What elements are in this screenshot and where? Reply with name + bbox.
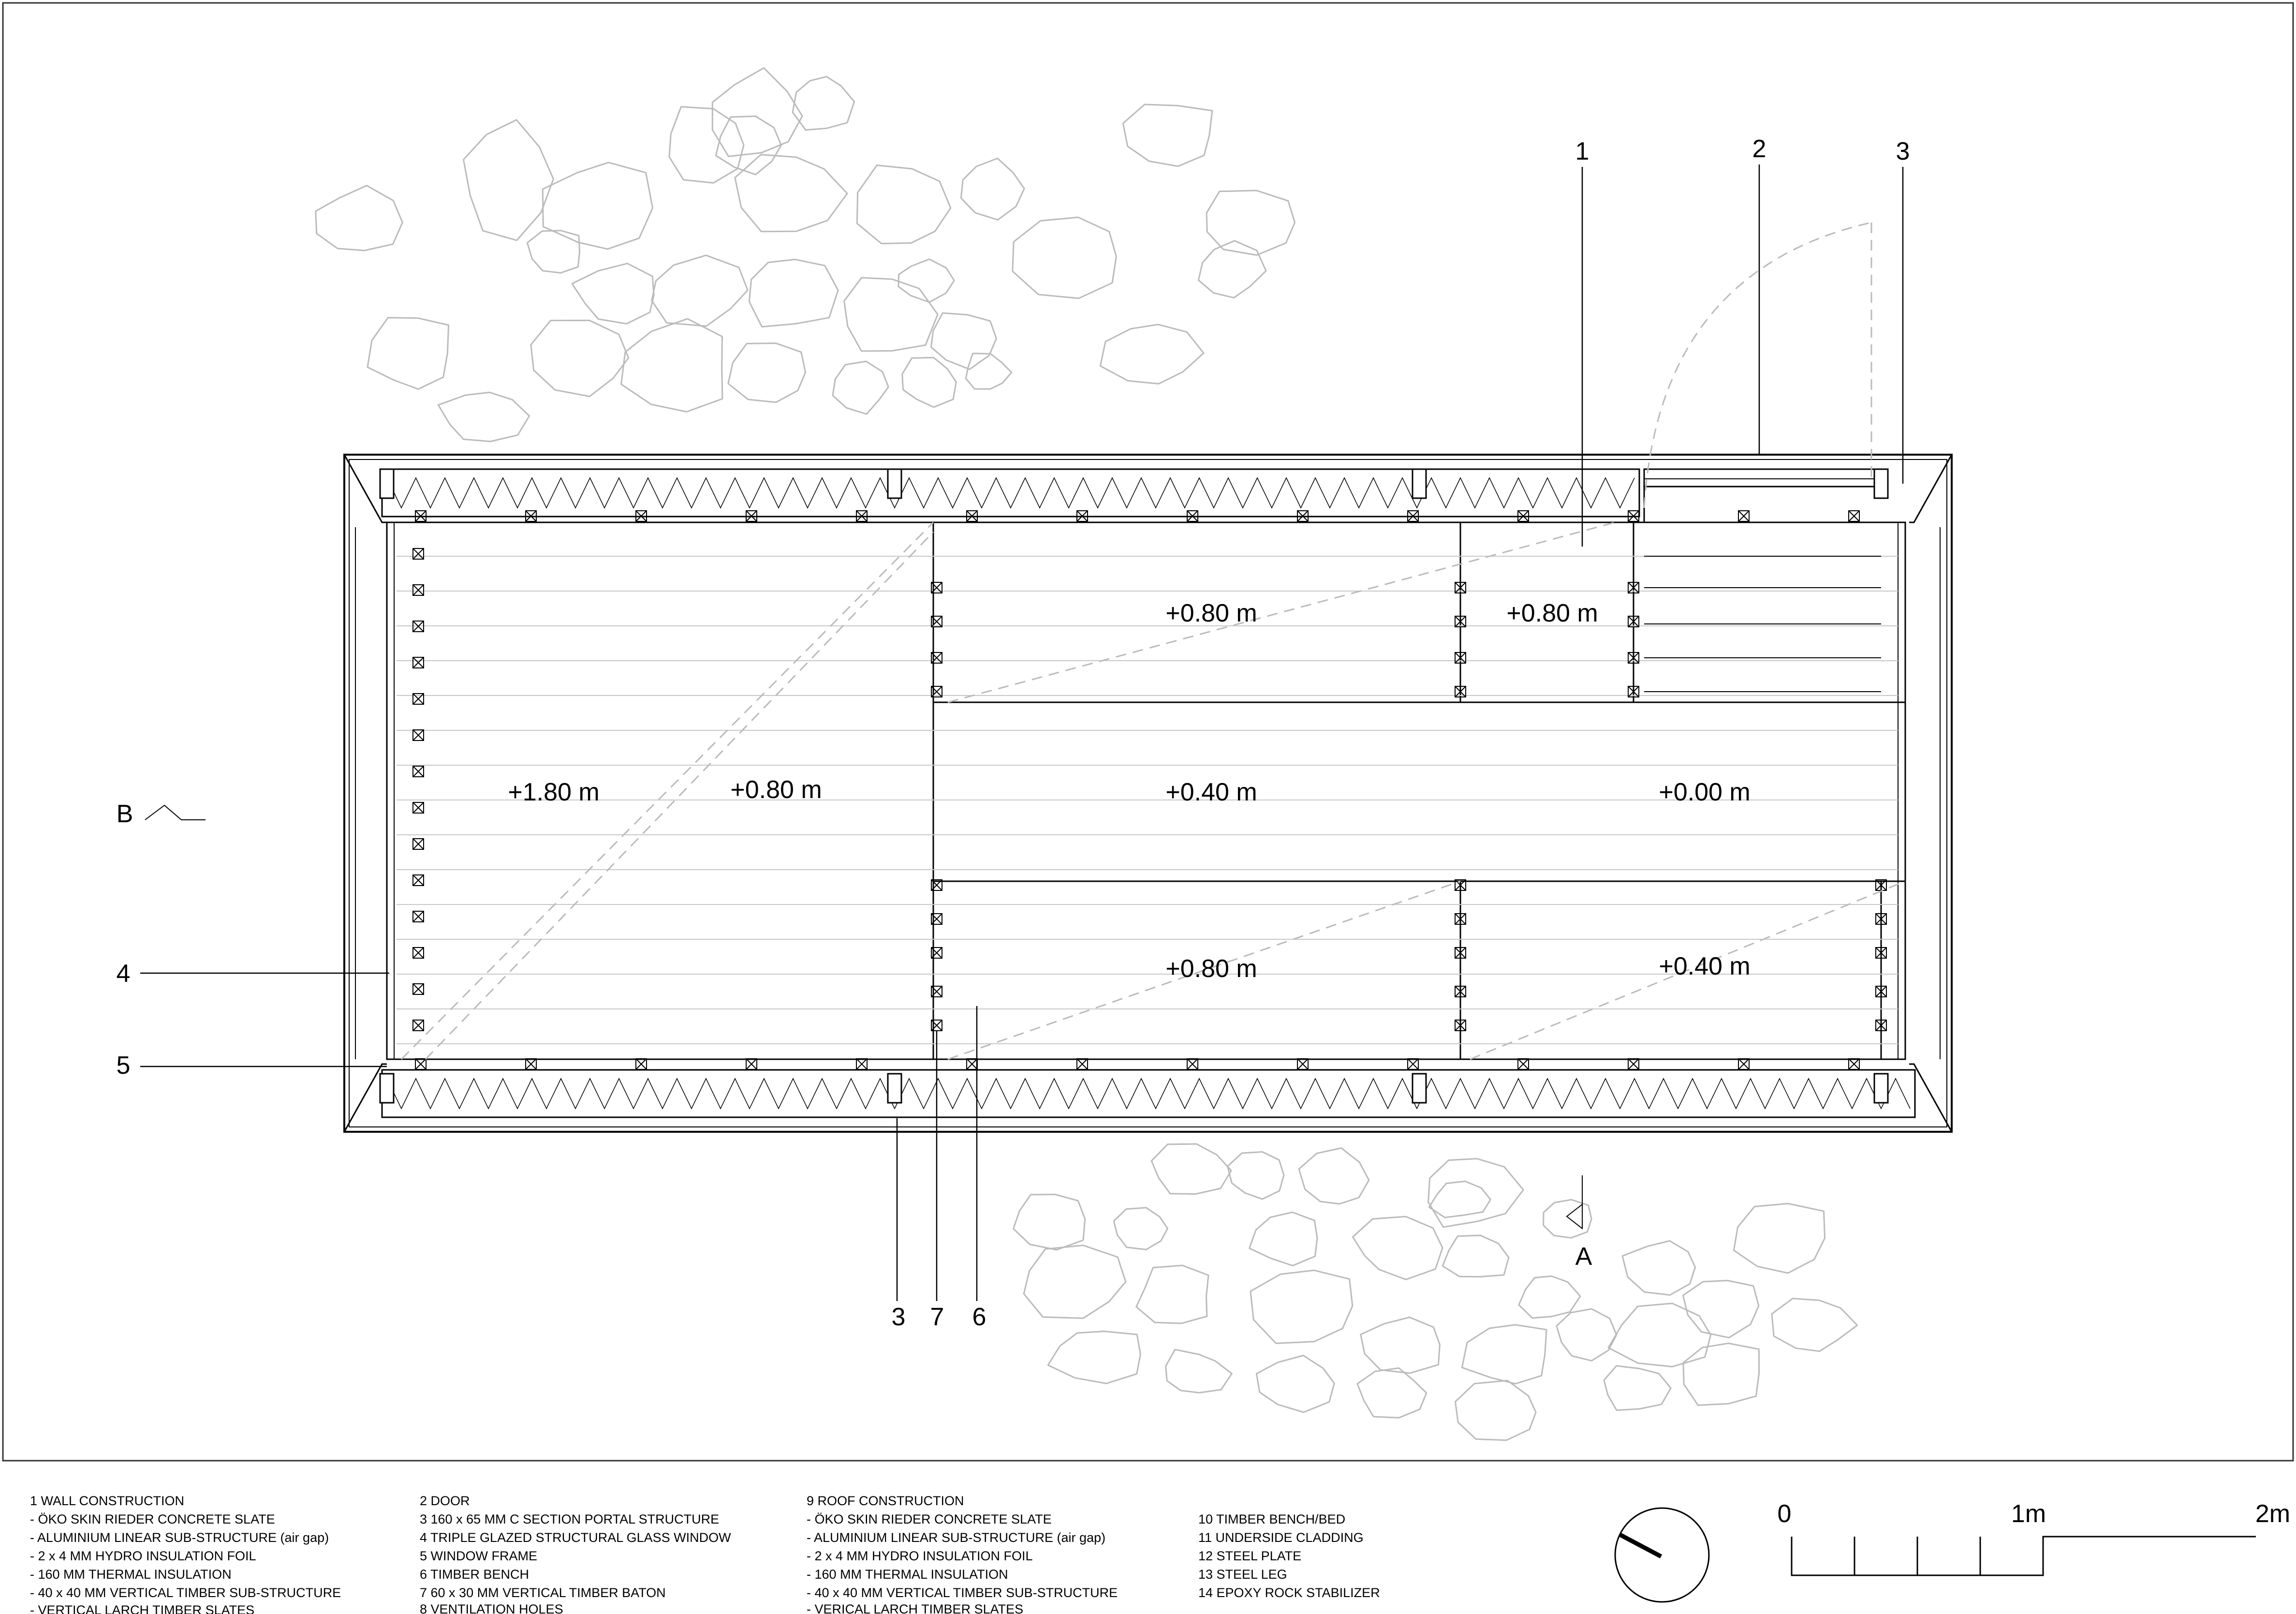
- vent-hole-33: [413, 730, 424, 740]
- vent-hole-3: [526, 1059, 536, 1069]
- rock-21: [902, 357, 957, 407]
- rock-1: [463, 120, 553, 240]
- vent-hole-21: [1518, 1059, 1529, 1069]
- top-insulation-zigzag: [387, 478, 1634, 508]
- portal-post-6: [1874, 469, 1888, 498]
- legend-col1-line-5: - 40 x 40 MM VERTICAL TIMBER SUB-STRUCTURE: [30, 1585, 341, 1600]
- bottom-insulation-zigzag: [387, 1079, 1910, 1109]
- rock-48: [1361, 1318, 1440, 1374]
- door-swing-arc: [1644, 222, 1871, 508]
- vent-hole-29: [413, 585, 424, 595]
- legend-col3-line-4: - 160 MM THERMAL INSULATION: [807, 1567, 1008, 1582]
- entry-steps: [1644, 556, 1881, 692]
- portal-post-7: [1874, 1074, 1888, 1103]
- legend-col1-line-1: - ÖKO SKIN RIEDER CONCRETE SLATE: [30, 1512, 275, 1526]
- portal-post-5: [1413, 1074, 1426, 1103]
- rock-41: [1734, 1203, 1825, 1273]
- rock-39: [1519, 1276, 1580, 1318]
- vent-hole-9: [856, 1059, 867, 1069]
- rock-field: [316, 68, 1857, 1440]
- rock-42: [1683, 1281, 1759, 1338]
- rock-32: [1299, 1148, 1369, 1204]
- rock-31: [1228, 1152, 1284, 1199]
- rock-8: [1013, 217, 1117, 298]
- rock-9: [1123, 104, 1212, 166]
- scale-bar-outline: [1792, 1537, 2256, 1575]
- vent-hole-27: [1849, 1059, 1859, 1069]
- rock-16: [438, 392, 529, 442]
- rock-58: [1429, 1181, 1490, 1217]
- callout-1: 1: [1575, 137, 1590, 165]
- rock-6: [857, 165, 950, 244]
- section-marker-a: A: [1575, 1243, 1592, 1271]
- portal-post-3: [380, 1074, 394, 1103]
- legend-col2-line-5: 7 60 x 30 MM VERTICAL TIMBER BATON: [420, 1585, 666, 1600]
- scale-label-1m: 1m: [2011, 1500, 2046, 1528]
- legend-col4-line-2: 12 STEEL PLATE: [1198, 1549, 1302, 1563]
- legend-col3-line-3: - 2 x 4 MM HYDRO INSULATION FOIL: [807, 1549, 1033, 1563]
- legend-col2-line-2: 4 TRIPLE GLAZED STRUCTURAL GLASS WINDOW: [420, 1530, 731, 1545]
- top-wall-insulation: [382, 469, 1639, 517]
- vent-hole-5: [636, 1059, 647, 1069]
- legend-col2-line-6: 8 VENTILATION HOLES: [420, 1602, 563, 1614]
- callout-5: 5: [116, 1051, 131, 1080]
- vent-hole-1: [415, 1059, 426, 1069]
- level-entry: +0.00 m: [1659, 778, 1751, 806]
- rock-12: [749, 259, 838, 326]
- rock-36: [1250, 1212, 1317, 1265]
- portal-post-1: [888, 469, 901, 498]
- vent-hole-36: [413, 839, 424, 849]
- vent-hole-19: [1408, 1059, 1418, 1069]
- vent-hole-25: [1738, 1059, 1749, 1069]
- vent-hole-26: [1849, 511, 1859, 521]
- rock-5: [735, 155, 847, 232]
- rock-14: [931, 313, 997, 370]
- vent-hole-31: [413, 657, 424, 668]
- legend-col3-line-1: - ÖKO SKIN RIEDER CONCRETE SLATE: [807, 1512, 1052, 1526]
- portal-post-4: [888, 1074, 901, 1103]
- north-arrow: [1615, 1508, 1709, 1602]
- rock-49: [1462, 1325, 1546, 1384]
- portal-post-0: [380, 469, 394, 498]
- vent-hole-38: [413, 911, 424, 922]
- section-marker-b: B: [116, 800, 133, 828]
- rock-57: [1557, 1309, 1617, 1361]
- legend-col1-line-3: - 2 x 4 MM HYDRO INSULATION FOIL: [30, 1549, 256, 1563]
- rock-59: [1544, 1199, 1592, 1238]
- legend-col4-line-1: 11 UNDERSIDE CLADDING: [1198, 1530, 1364, 1545]
- rock-34: [1014, 1195, 1085, 1250]
- rock-56: [1772, 1299, 1857, 1351]
- legend-col1-line-0: 1 WALL CONSTRUCTION: [30, 1494, 185, 1508]
- rock-22: [966, 354, 1012, 389]
- rock-50: [1048, 1332, 1140, 1384]
- legend-col2-line-1: 3 160 x 65 MM C SECTION PORTAL STRUCTURE: [420, 1512, 720, 1526]
- rock-47: [1251, 1270, 1353, 1343]
- rock-2: [543, 163, 652, 249]
- rock-26: [1198, 241, 1266, 298]
- rock-28: [793, 76, 854, 130]
- scale-label-2m: 2m: [2255, 1500, 2291, 1528]
- rock-37: [1353, 1216, 1442, 1279]
- legend-col4-line-4: 14 EPOXY ROCK STABILIZER: [1198, 1585, 1380, 1600]
- vent-hole-7: [746, 1059, 757, 1069]
- rock-20: [833, 361, 888, 414]
- rock-0: [316, 186, 403, 251]
- legend-col3-line-0: 9 ROOF CONSTRUCTION: [807, 1494, 964, 1508]
- legend-col2-line-4: 6 TIMBER BENCH: [420, 1567, 530, 1582]
- vent-hole-11: [967, 1059, 977, 1069]
- legend-col2-line-0: 2 DOOR: [420, 1494, 470, 1508]
- corner-top-right: [1909, 455, 1952, 522]
- vent-hole-17: [1297, 1059, 1308, 1069]
- vent-hole-35: [413, 802, 424, 813]
- diagonal-left-1: [401, 522, 933, 1059]
- level-left: +1.80 m: [508, 778, 600, 806]
- level-top-mid: +0.80 m: [1165, 599, 1257, 627]
- dashed-diagonals: [401, 222, 1905, 1059]
- vent-hole-23: [1628, 1059, 1639, 1069]
- rock-30: [1151, 1144, 1231, 1194]
- callout-3-top: 3: [1896, 137, 1910, 165]
- rock-40: [1622, 1241, 1695, 1295]
- rock-11: [652, 255, 748, 326]
- legend-col1-line-2: - ALUMINIUM LINEAR SUB-STRUCTURE (air gap): [30, 1530, 329, 1545]
- legend-col4-line-3: 13 STEEL LEG: [1198, 1567, 1287, 1582]
- rock-18: [621, 319, 722, 412]
- north-arrow-circle: [1615, 1508, 1709, 1602]
- rock-7: [961, 158, 1024, 220]
- rock-52: [1256, 1356, 1334, 1412]
- rock-38: [1442, 1235, 1509, 1277]
- vent-hole-40: [413, 984, 424, 994]
- rock-17: [531, 320, 629, 396]
- vent-hole-15: [1187, 1059, 1198, 1069]
- section-marker-b-arrow: [145, 805, 206, 820]
- legend-col3-line-6: - VERICAL LARCH TIMBER SLATES: [807, 1602, 1024, 1614]
- rock-13: [844, 278, 938, 351]
- rock-55: [1683, 1343, 1759, 1405]
- level-bottom-right: +0.40 m: [1659, 952, 1751, 980]
- rock-51: [1166, 1349, 1232, 1392]
- diagonal-left-2: [426, 532, 933, 1059]
- rock-45: [1024, 1245, 1126, 1318]
- rock-54: [1456, 1380, 1536, 1440]
- vent-hole-34: [413, 766, 424, 777]
- vent-hole-24: [1738, 511, 1749, 521]
- rock-29: [898, 259, 954, 302]
- scale-label-0: 0: [1777, 1500, 1792, 1528]
- rock-3: [669, 107, 744, 183]
- vent-hole-37: [413, 875, 424, 886]
- vent-hole-39: [413, 948, 424, 958]
- rock-15: [368, 318, 449, 389]
- drawing-frame: [3, 3, 2293, 1461]
- level-top-right: +0.80 m: [1506, 599, 1598, 627]
- leader-lines: [140, 164, 1903, 1301]
- vent-hole-13: [1077, 1059, 1088, 1069]
- level-left-mid: +0.80 m: [730, 776, 822, 804]
- scale-bar: [1792, 1537, 2256, 1575]
- callout-7: 7: [930, 1303, 944, 1331]
- level-center: +0.40 m: [1165, 778, 1257, 806]
- callout-6: 6: [972, 1303, 986, 1331]
- north-arrow-needle: [1620, 1535, 1661, 1556]
- portal-post-2: [1413, 469, 1426, 498]
- rock-35: [1114, 1208, 1167, 1250]
- rock-46: [1136, 1265, 1208, 1323]
- rock-24: [1100, 325, 1204, 384]
- rock-53: [1357, 1368, 1427, 1418]
- legend-col1-line-4: - 160 MM THERMAL INSULATION: [30, 1567, 232, 1582]
- vent-hole-41: [413, 1020, 424, 1031]
- rock-27: [527, 231, 579, 273]
- callout-2: 2: [1752, 135, 1766, 163]
- rock-19: [728, 343, 806, 402]
- legend-col3-line-2: - ALUMINIUM LINEAR SUB-STRUCTURE (air gap): [807, 1530, 1106, 1545]
- legend-col3-line-5: - 40 x 40 MM VERTICAL TIMBER SUB-STRUCTURE: [807, 1585, 1118, 1600]
- vent-hole-28: [413, 548, 424, 559]
- rock-10: [572, 264, 654, 324]
- level-bottom-mid: +0.80 m: [1165, 955, 1257, 983]
- callout-4: 4: [116, 960, 131, 988]
- legend: [30, 1494, 1380, 1614]
- rock-44: [1604, 1366, 1671, 1410]
- door-threshold: [1644, 469, 1876, 487]
- rock-25: [1207, 191, 1295, 255]
- legend-col2-line-3: 5 WINDOW FRAME: [420, 1549, 537, 1563]
- legend-col4-line-0: 10 TIMBER BENCH/BED: [1198, 1512, 1346, 1526]
- callout-3-bottom: 3: [891, 1303, 906, 1331]
- legend-col1-line-6: - VERTICAL LARCH TIMBER SLATES: [30, 1603, 255, 1614]
- rock-43: [1608, 1303, 1711, 1367]
- rock-4: [712, 68, 802, 156]
